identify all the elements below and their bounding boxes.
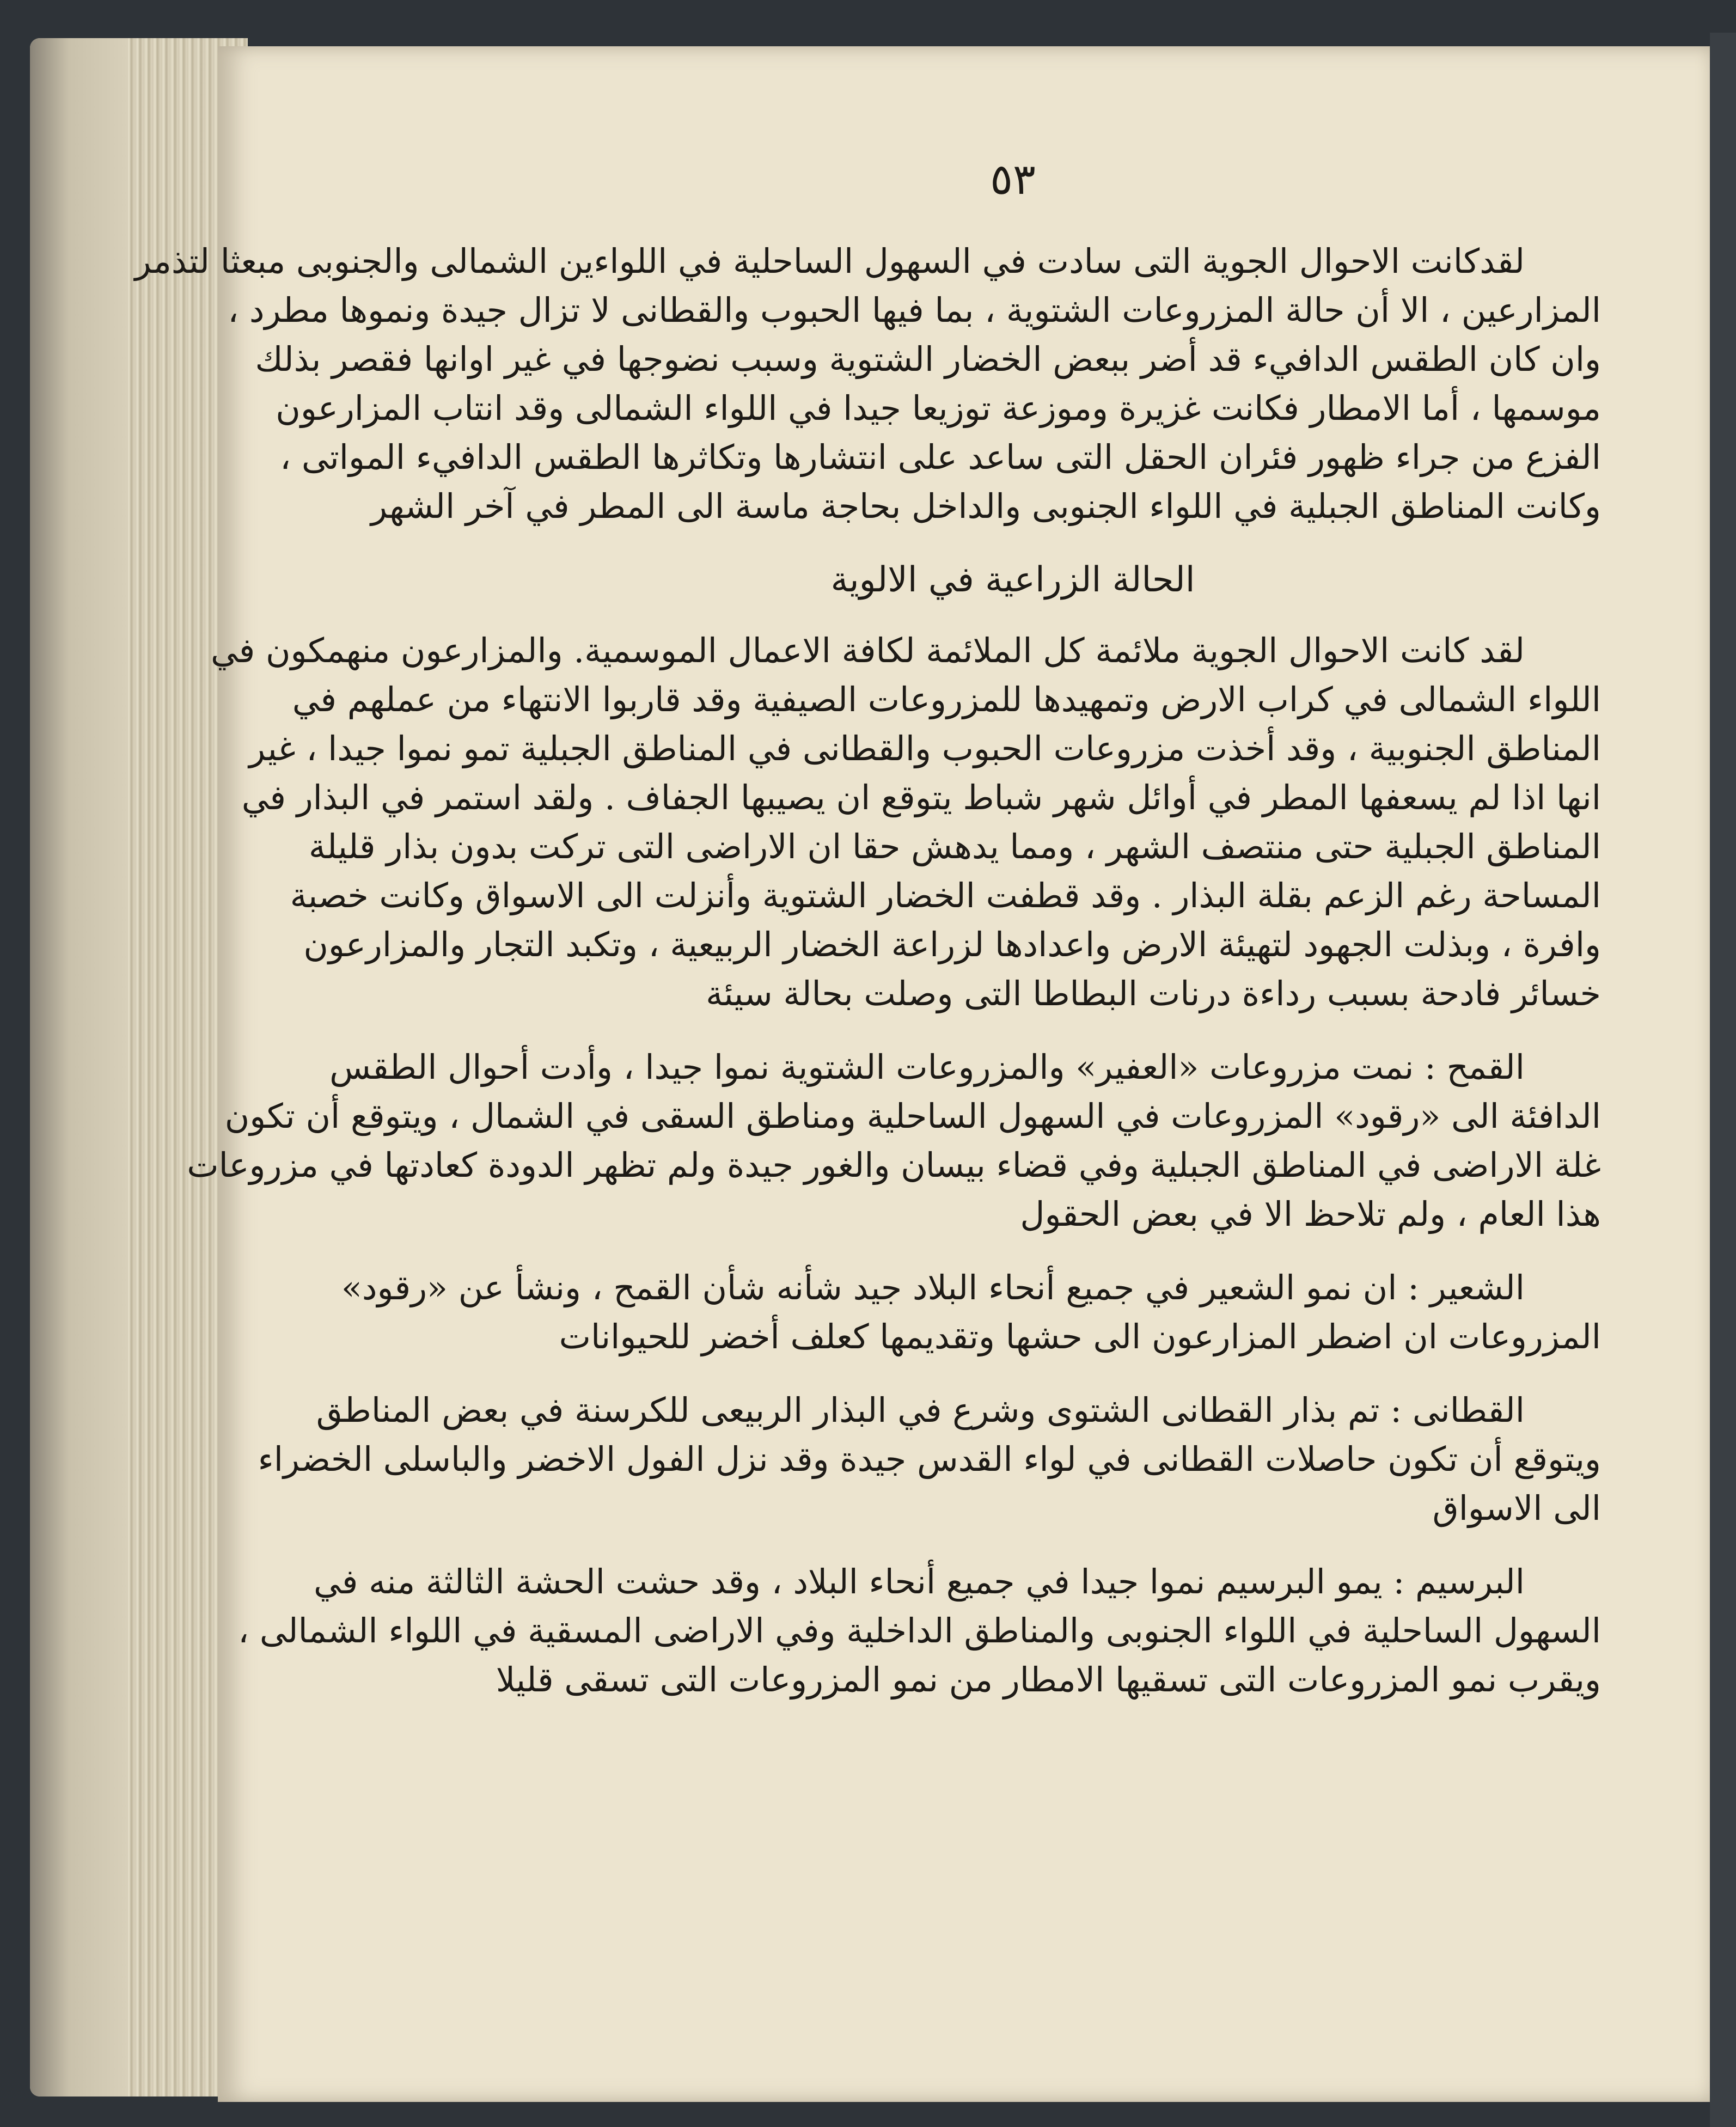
book-spine-shadow: [30, 38, 128, 2097]
text-line: وان كان الطقس الدافيء قد أضر ببعض الخضار الشتوية وسبب نضوجها في غير اوانها فقصر بذلك: [255, 339, 1601, 379]
barley-paragraph: [341, 1263, 1601, 1361]
text-line: وكانت المناطق الجبلية في اللواء الجنوبى والداخل بحاجة ماسة الى المطر في آخر الشهر: [370, 486, 1601, 526]
text-line: المزروعات ان اضطر المزارعون الى حشها وتقديمها كعلف أخضر للحيوانات: [559, 1317, 1601, 1356]
text-line: ويقرب نمو المزروعات التى تسقيها الامطار من نمو المزروعات التى تسقى قليلا: [496, 1660, 1601, 1700]
text-line: الدافئة الى «رقود» المزروعات في السهول الساحلية ومناطق السقى في الشمال ، ويتوقع أن تكون: [224, 1096, 1601, 1136]
book-page: [135, 46, 1710, 2102]
text-line: خسائر فادحة بسبب رداءة درنات البطاطا التى وصلت بحالة سيئة: [706, 974, 1601, 1013]
text-line: المساحة رغم الزعم بقلة البذار . وقد قطفت الخضار الشتوية وأنزلت الى الاسواق وكانت خصبة: [290, 876, 1601, 915]
page-number: ٥٣: [990, 155, 1036, 204]
text-line: اللواء الشمالى في كراب الارض وتمهيدها للمزروعات الصيفية وقد قاربوا الانتهاء من عملهم في: [292, 680, 1601, 719]
text-line: الفزع من جراء ظهور فئران الحقل التى ساعد على انتشارها وتكاثرها الطقس الدافيء المواتى ،: [280, 437, 1601, 477]
background-edge: [1710, 33, 1736, 2127]
text-line: وافرة ، وبذلت الجهود لتهيئة الارض واعدادها لزراعة الخضار الربيعية ، وتكبد التجار والمزارعون: [303, 925, 1601, 964]
text-line: المزارعين ، الا أن حالة المزروعات الشتوية ، بما فيها الحبوب والقطانى لا تزال جيدة ونموها مطرد ،: [228, 290, 1601, 330]
text-line: هذا العام ، ولم تلاحظ الا في بعض الحقول: [1020, 1194, 1601, 1234]
text-line: البرسيم : يمو البرسيم نموا جيدا في جميع أنحاء البلاد ، وقد حشت الحشة الثالثة منه في: [314, 1562, 1525, 1602]
clover-paragraph: [238, 1557, 1601, 1704]
wheat-paragraph: [187, 1043, 1601, 1239]
text-line: المناطق الجنوبية ، وقد أخذت مزروعات الحبوب والقطانى في المناطق الجبلية تمو نموا جيدا ، غير: [249, 729, 1601, 768]
text-line: القمح : نمت مزروعات «العفير» والمزروعات الشتوية نموا جيدا ، وأدت أحوال الطقس: [329, 1047, 1525, 1087]
text-line: موسمها ، أما الامطار فكانت غزيرة وموزعة توزيعا جيدا في اللواء الشمالى وقد انتاب المزارعون: [276, 388, 1601, 428]
text-line: السهول الساحلية في اللواء الجنوبى والمناطق الداخلية وفي الاراضى المسقية في اللواء الشمالى ،: [238, 1611, 1601, 1651]
text-line: القطانى : تم بذار القطانى الشتوى وشرع في البذار الربيعى للكرسنة في بعض المناطق: [316, 1390, 1525, 1430]
section-heading: الحالة الزراعية في الالوية: [830, 560, 1195, 600]
text-line: المناطق الجبلية حتى منتصف الشهر ، ومما يدهش حقا ان الاراضى التى تركت بدون بذار قليلة: [308, 827, 1601, 866]
intro-paragraph: [135, 237, 1601, 531]
text-line: لقدكانت الاحوال الجوية التى سادت في السهول الساحلية في اللواءين الشمالى والجنوبى مبعثا لتذمر: [135, 241, 1525, 281]
text-line: انها اذا لم يسعفها المطر في أوائل شهر شباط يتوقع ان يصيبها الجفاف . ولقد استمر في البذار في: [241, 778, 1601, 817]
general-paragraph: [210, 626, 1601, 1018]
text-line: الشعير : ان نمو الشعير في جميع أنحاء البلاد جيد شأنه شأن القمح ، ونشأ عن «رقود»: [341, 1268, 1525, 1307]
text-line: غلة الاراضى في المناطق الجبلية وفي قضاء بيسان والغور جيدة ولم تظهر الدودة كعادتها في مزروعات: [187, 1145, 1601, 1185]
text-line: لقد كانت الاحوال الجوية ملائمة كل الملائمة لكافة الاعمال الموسمية. والمزارعون منهمكون في: [210, 631, 1525, 670]
legumes-paragraph: [258, 1386, 1601, 1533]
text-line: الى الاسواق: [1432, 1488, 1601, 1528]
text-line: ويتوقع أن تكون حاصلات القطانى في لواء القدس جيدة وقد نزل الفول الاخضر والباسلى الخضراء: [258, 1439, 1601, 1479]
page-content: [135, 155, 1601, 1729]
